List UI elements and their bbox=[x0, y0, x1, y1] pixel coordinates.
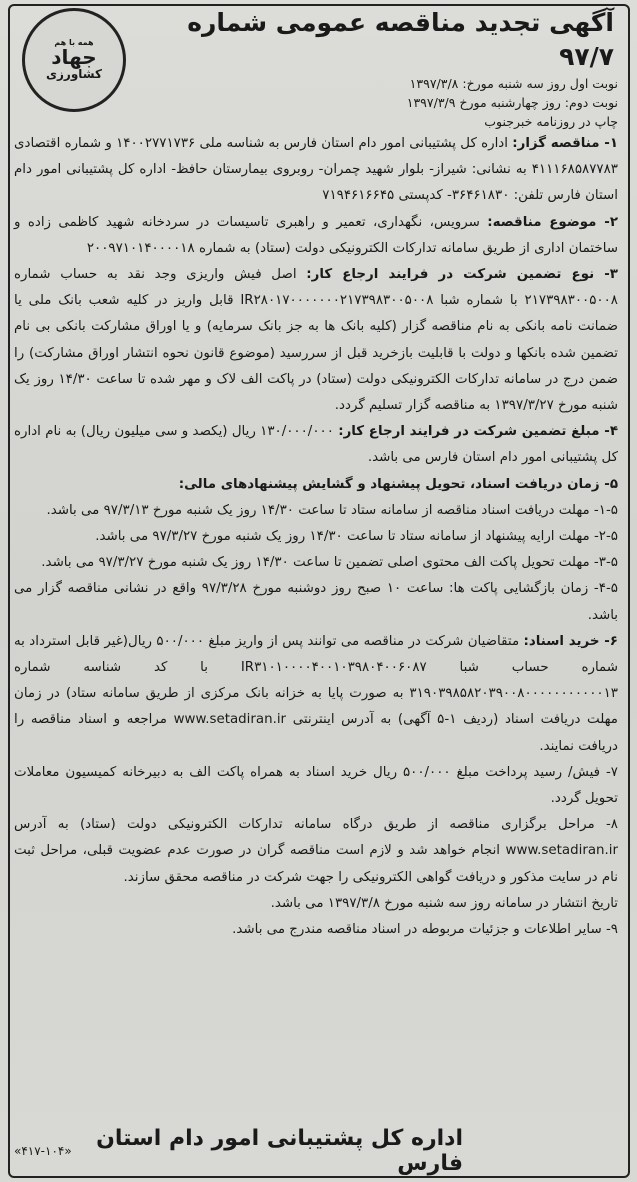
seal-main-text: جهاد bbox=[51, 44, 97, 69]
ad-paragraph bbox=[14, 629, 618, 760]
paragraph-text: سرویس، نگهداری، تعمیر و راهبری تاسیسات در سردخانه شهید کاظمی زاده و ساختمان اداری از طریق سامانه تدارکات الکترونیکی دولت (ستاد) به شماره ۲۰۰۹۷۱۰۱۴۰۰۰۰۱۸ bbox=[14, 214, 618, 256]
ad-paragraph bbox=[14, 760, 618, 812]
ad-code: «۴۱۷-۱۰۴» bbox=[14, 1144, 72, 1158]
paragraph-heading: ۵- زمان دریافت اسناد، تحویل پیشنهاد و گشایش پیشنهادهای مالی: bbox=[178, 476, 618, 492]
ad-paragraph bbox=[14, 812, 618, 891]
ad-paragraph bbox=[14, 576, 618, 628]
paragraph-heading: ۳- نوع تضمین شرکت در فرایند ارجاع کار: bbox=[306, 267, 618, 283]
ad-paragraph bbox=[14, 550, 618, 576]
seal-sub-text: کشاورزی bbox=[46, 66, 102, 81]
ad-title: آگهی تجدید مناقصه عمومی شماره ۹۷/۷ bbox=[187, 8, 614, 71]
ad-paragraph bbox=[14, 419, 618, 471]
paragraph-text: ۳-۵- مهلت تحویل پاکت الف محتوی اصلی تضمین تا ساعت ۱۴/۳۰ روز یک شنبه مورخ ۹۷/۳/۲۷ می باشد. bbox=[41, 555, 618, 571]
ad-paragraph bbox=[14, 210, 618, 262]
issuer-name: اداره کل پشتیبانی امور دام استان فارس bbox=[96, 1126, 463, 1176]
publication-info bbox=[14, 74, 618, 131]
paragraph-heading: ۲- موضوع مناقصه: bbox=[487, 214, 618, 230]
ad-paragraph bbox=[14, 917, 618, 943]
ad-content bbox=[14, 6, 618, 943]
ad-paragraph bbox=[14, 498, 618, 524]
paragraph-text: متقاضیان شرکت در مناقصه می توانند پس از واریز مبلغ ۵۰۰/۰۰۰ ریال(غیر قابل استرداد به شماره حساب شبا IR۳۱۰۱۰۰۰۰۴۰۰۱۰۳۹۸۰۴۰۰۶۰۸۷ با کد شناسه شماره ۳۱۹۰۳۹۸۵۸۲۰۳۹۰۰۸۰۰۰۰۰۰۰۰۰۰۰۱۳ به صورت پایا به خزانه بانک مرکزی از طریق سامانه ستاد) در زمان مهلت دریافت اسناد (ردیف ۱-۵ آگهی) به آدرس اینترنتی www.setadiran.ir مراجعه و اسناد مناقصه را دریافت نمایند. bbox=[14, 633, 619, 754]
ad-paragraph bbox=[14, 891, 618, 917]
ad-paragraph bbox=[14, 131, 618, 210]
meta-line: نوبت دوم: روز چهارشنبه مورخ ۱۳۹۷/۳/۹ bbox=[406, 95, 618, 110]
paragraph-text: ۲-۵- مهلت ارایه پیشنهاد از سامانه ستاد تا ساعت ۱۴/۳۰ روز یک شنبه مورخ ۹۷/۳/۲۷ می باشد. bbox=[95, 529, 618, 545]
meta-line: چاپ در روزنامه خبرجنوب bbox=[484, 114, 618, 129]
ad-paragraph bbox=[14, 472, 618, 498]
seal-top-text: همه با هم bbox=[54, 37, 94, 47]
paragraph-heading: ۶- خرید اسناد: bbox=[523, 633, 618, 649]
ad-body bbox=[14, 131, 618, 943]
paragraph-text: ۴-۵- زمان بازگشایی پاکت ها: ساعت ۱۰ صبح روز دوشنبه مورخ ۹۷/۳/۲۸ واقع در نشانی مناقصه گزار می باشد. bbox=[14, 581, 618, 623]
paragraph-text: اداره کل پشتیبانی امور دام استان فارس به شناسه ملی ۱۴۰۰۲۷۷۱۷۳۶ و شماره اقتصادی ۴۱۱۱۶۸۵۸۷۷۸۳ به نشانی: شیراز- بلوار شهید چمران- روبروی بیمارستان حافظ- اداره کل پشتیبانی امور دام استان فارس تلفن: ۳۶۴۶۱۸۳۰- کدپستی ۷۱۹۴۶۱۶۶۴۵ bbox=[14, 136, 618, 204]
paragraph-text: ۷- فیش/ رسید پرداخت مبلغ ۵۰۰/۰۰۰ ریال خرید اسناد به همراه پاکت الف به دبیرخانه کمیسیون معاملات تحویل گردد. bbox=[14, 764, 618, 807]
ad-paragraph bbox=[14, 524, 618, 550]
paragraph-text: ۹- سایر اطلاعات و جزئیات مربوطه در اسناد مناقصه مندرج می باشد. bbox=[232, 922, 618, 938]
paragraph-text: تاریخ انتشار در سامانه روز سه شنبه مورخ ۱۳۹۷/۳/۸ می باشد. bbox=[270, 895, 618, 911]
paragraph-heading: ۴- مبلغ تضمین شرکت در فرایند ارجاع کار: bbox=[338, 424, 618, 440]
paragraph-heading: ۱- مناقصه گزار: bbox=[512, 136, 618, 151]
meta-line: نوبت اول روز سه شنبه مورخ: ۱۳۹۷/۳/۸ bbox=[409, 76, 618, 91]
ad-paragraph bbox=[14, 262, 618, 419]
paragraph-text: ۸- مراحل برگزاری مناقصه از طریق درگاه سامانه تدارکات الکترونیکی دولت (ستاد) به آدرس www.setadiran.ir انجام خواهد شد و لازم است مناقصه گران در صورت عدم عضویت قبلی، مراحل ثبت نام در سایت مذکور و دریافت گواهی الکترونیکی را جهت شرکت در مناقصه محقق سازند. bbox=[14, 817, 618, 885]
paragraph-text: ۱-۵- مهلت دریافت اسناد مناقصه از سامانه ستاد تا ساعت ۱۴/۳۰ روز یک شنبه مورخ ۹۷/۳/۱۳ می باشد. bbox=[46, 502, 618, 518]
paragraph-text: ۱۳۰/۰۰۰/۰۰۰ ریال (یکصد و سی میلیون ریال) به نام اداره کل پشتیبانی امور دام استان فارس می باشد. bbox=[14, 424, 618, 466]
paragraph-text: اصل فیش واریزی وجد نقد به حساب شماره ۲۱۷۳۹۸۳۰۰۵۰۰۸ با شماره شبا IR۲۸۰۱۷۰۰۰۰۰۰۰۲۱۷۳۹۸۳۰۰۵۰۰۸ قابل واریز در کلیه شعب بانک ملی یا ضمانت نامه بانکی به نام مناقصه گزار (کلیه بانک ها به جز بانک سرمایه) و یا اوراق مشارکت بانکی بی نام تضمین شده بانکها و دولت با قابلیت بازخرید قبل از سررسید (موضوع قانون نحوه انتشار اوراق مشارکت) را ضمن درج در سامانه تدارکات الکترونیکی دولت (ستاد) در پاکت الف لاک و مهر شده تا ساعت ۱۴/۳۰ روز یک شنبه مورخ ۱۳۹۷/۳/۲۷ به مناقصه گزار تسلیم گردد. bbox=[14, 267, 619, 414]
ad-footer bbox=[14, 1126, 623, 1176]
